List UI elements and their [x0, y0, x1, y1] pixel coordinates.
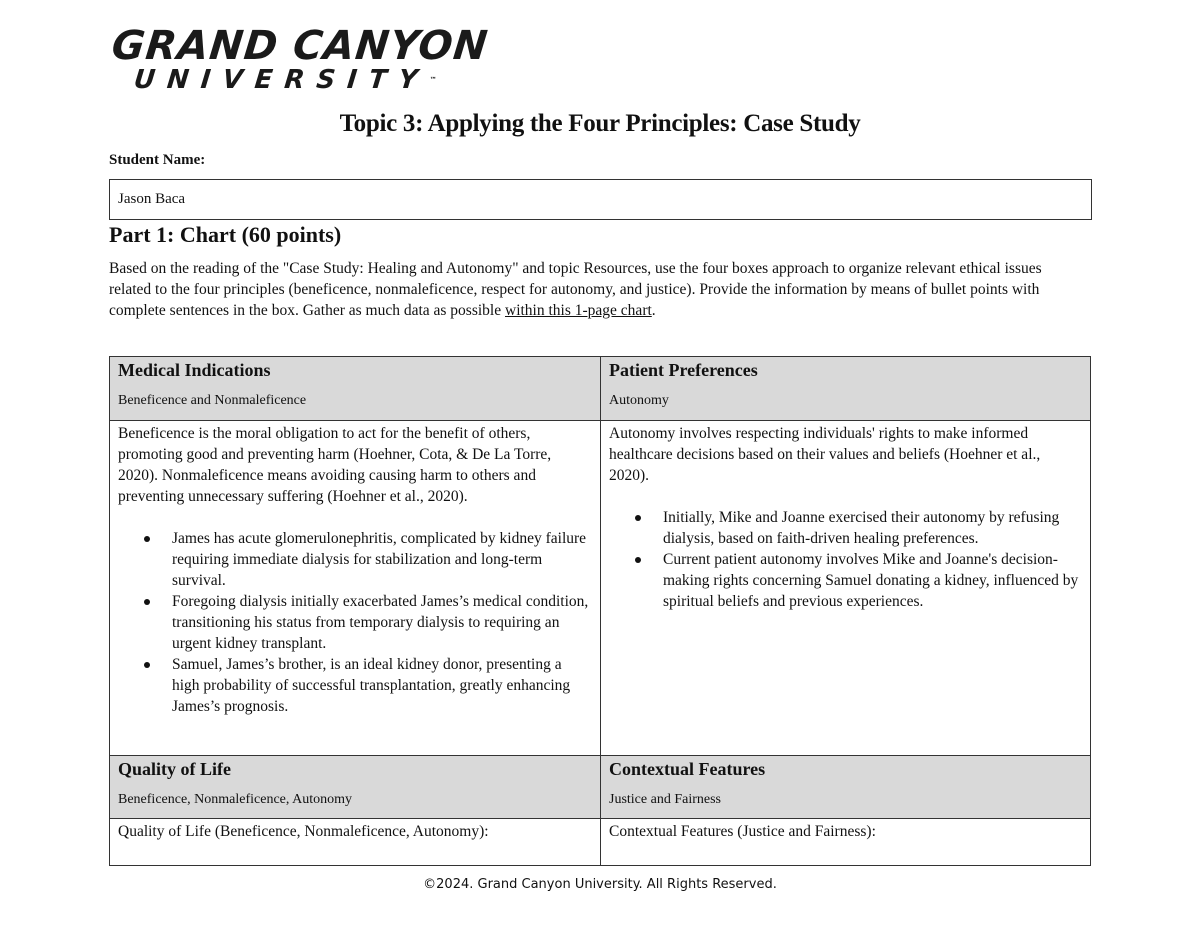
logo-line-1: GRAND CANYON — [109, 23, 491, 69]
quality-of-life-content[interactable] — [109, 818, 601, 866]
contextual-features-header — [600, 755, 1091, 819]
list-item: Initially, Mike and Joanne exercised their autonomy by refusing dialysis, based on faith-driven healing preferences. — [663, 507, 1082, 549]
four-box-chart — [109, 356, 1091, 866]
medical-indications-bullets — [118, 528, 592, 717]
medical-indications-content[interactable] — [109, 420, 601, 756]
patient-preferences-header — [600, 356, 1091, 421]
contextual-features-title: Contextual Features — [609, 759, 766, 779]
list-item: James has acute glomerulonephritis, complicated by kidney failure requiring immediate dialysis for stabilization and long-term survival. — [172, 528, 592, 591]
copyright-footer: ©2024. Grand Canyon University. All Rights Reserved. — [423, 877, 777, 892]
page-title: Topic 3: Applying the Four Principles: Case Study — [339, 110, 861, 137]
quality-of-life-header — [109, 755, 601, 819]
university-logo — [109, 23, 491, 96]
patient-preferences-subtitle: Autonomy — [609, 393, 669, 408]
student-name-value: Jason Baca — [118, 191, 186, 207]
quality-of-life-text: Quality of Life (Beneficence, Nonmaleficence, Autonomy): — [118, 823, 489, 840]
list-item: Samuel, James’s brother, is an ideal kidney donor, presenting a high probability of successful transplantation, greatly enhancing James’s prognosis. — [172, 654, 592, 717]
student-name-field[interactable] — [109, 179, 1092, 220]
part-1-heading: Part 1: Chart (60 points) — [109, 222, 342, 247]
contextual-features-content[interactable] — [600, 818, 1091, 866]
list-item: Foregoing dialysis initially exacerbated James’s medical condition, transitioning his status from temporary dialysis to requiring an urgent kidney transplant. — [172, 591, 592, 654]
patient-preferences-content[interactable] — [600, 420, 1091, 756]
medical-indications-title: Medical Indications — [118, 360, 271, 380]
contextual-features-subtitle: Justice and Fairness — [609, 792, 721, 807]
quality-of-life-title: Quality of Life — [118, 759, 231, 779]
instructions-emphasis: within this 1-page chart — [505, 302, 652, 319]
instructions-end: . — [651, 302, 656, 319]
patient-preferences-bullets — [609, 507, 1082, 612]
quality-of-life-subtitle: Beneficence, Nonmaleficence, Autonomy — [118, 792, 353, 807]
contextual-features-text: Contextual Features (Justice and Fairness): — [609, 823, 876, 840]
medical-indications-intro: Beneficence is the moral obligation to act for the benefit of others, promoting good and preventing harm (Hoehner, Cota, & De La Torre, 2020). Nonmaleficence means avoiding causing harm to others and preventing unnecessary suffering (Hoehner et al., 2020). — [118, 425, 552, 505]
student-name-label: Student Name: — [109, 152, 206, 168]
logo-line-2-text: UNIVERSITY — [132, 65, 431, 95]
medical-indications-header — [109, 356, 601, 421]
logo-line-2 — [132, 65, 437, 95]
medical-indications-subtitle: Beneficence and Nonmaleficence — [118, 393, 307, 408]
patient-preferences-title: Patient Preferences — [609, 360, 758, 380]
instructions-paragraph — [109, 258, 1069, 321]
trademark-mark: ™ — [429, 76, 437, 84]
instructions-text: Based on the reading of the "Case Study: Healing and Autonomy" and topic Resources, use the four boxes approach to organize relevant ethical issues related to the four principles (beneficence, nonmaleficence, respect for autonomy, and justice). Provide the information by means of bullet points with complete sentences in the box. Gather as much data as possible — [109, 260, 1042, 319]
list-item: Current patient autonomy involves Mike and Joanne's decision-making rights concerning Samuel donating a kidney, influenced by spiritual beliefs and previous experiences. — [663, 549, 1082, 612]
patient-preferences-intro: Autonomy involves respecting individuals' rights to make informed healthcare decisions based on their values and beliefs (Hoehner et al., 2020). — [609, 425, 1041, 484]
